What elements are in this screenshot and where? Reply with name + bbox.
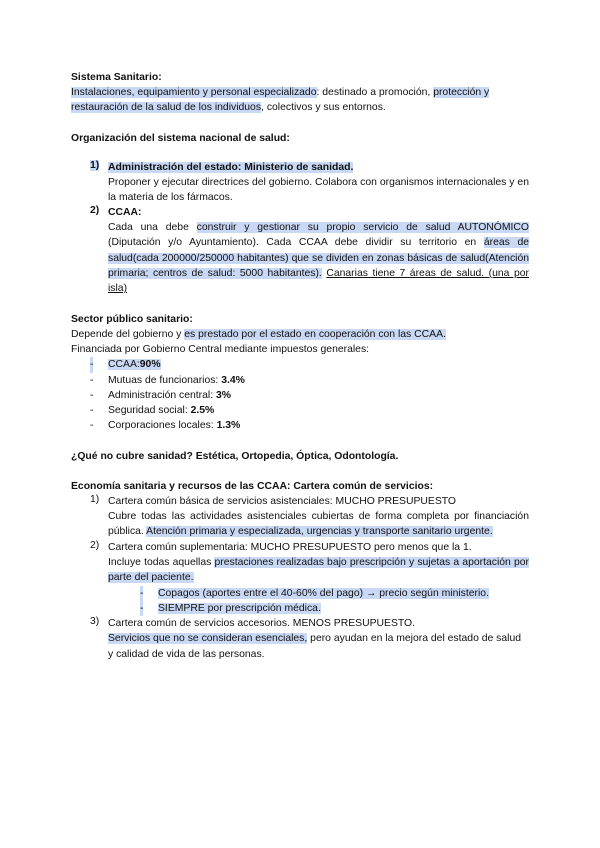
item-title: CCAA: — [108, 207, 142, 219]
item-title: Administración del estado: Ministerio de sanidad. — [108, 161, 354, 173]
item-number: 1) — [90, 159, 100, 171]
highlight-text: Instalaciones, equipamiento y personal especializado — [71, 87, 317, 98]
highlight-text: construir y gestionar su propio servicio de salud AUTONÓMICO — [196, 222, 530, 234]
list-item: - CCAA:90% — [71, 357, 529, 372]
highlight-text: es prestado por el estado en cooperación con las CCAA. — [184, 328, 446, 340]
item-number: 1) — [90, 493, 100, 505]
sector-text-line-1: Depende del gobierno y es prestado por el estado en cooperación con las CCAA. — [71, 328, 446, 340]
item-number: 3) — [90, 616, 100, 628]
sector-text-line-2: Financiada por Gobierno Central mediante impuestos generales: — [71, 343, 370, 355]
numbered-item-cartera-1 — [71, 494, 529, 540]
section-title-sector-publico: Sector público sanitario: — [71, 313, 193, 325]
underlined-text: Canarias tiene 7 áreas de salud. (una por isla) — [108, 268, 529, 295]
item-text: Proponer y ejecutar directrices del gobierno. Colabora con organismos internacionales y en la materia de los fármacos. — [108, 176, 529, 203]
sub-list-item: - Copagos (aportes entre el 40-60% del pago) → precio según ministerio. — [71, 586, 529, 601]
highlight-text: Atención primaria y especializada, urgencias y transporte sanitario urgente. — [146, 526, 493, 538]
list-item: - Mutuas de funcionarios: 3.4% — [90, 374, 245, 386]
item-title: Cartera común de servicios accesorios. MENOS PRESUPUESTO. — [108, 618, 416, 630]
list-item: - Administración central: 3% — [90, 389, 232, 401]
highlight-text: prestaciones realizadas bajo prescripción y sujetas a aportación por parte del paciente. — [108, 556, 529, 584]
section-title-organizacion: Organización del sistema nacional de salud: — [71, 132, 290, 144]
item-title: Cartera común básica de servicios asistenciales: MUCHO PRESUPUESTO — [108, 495, 457, 507]
list-item: - Corporaciones locales: 1.3% — [90, 420, 241, 432]
item-title: Cartera común suplementaria: MUCHO PRESUPUESTO pero menos que la 1. — [108, 541, 472, 553]
section-title-no-cubre: ¿Qué no cubre sanidad? Estética, Ortopedia, Óptica, Odontología. — [71, 450, 399, 462]
list-item: - Seguridad social: 2.5% — [90, 405, 215, 417]
section-title-economia: Economía sanitaria y recursos de las CCAA: Cartera común de servicios: — [71, 480, 434, 492]
document-page — [71, 70, 529, 662]
numbered-item-1 — [71, 160, 529, 206]
section-title-sistema-sanitario: Sistema Sanitario: — [71, 72, 162, 83]
item-number: 2) — [90, 539, 100, 551]
item-text: Incluye todas aquellas prestaciones realizadas bajo prescripción y sujetas a aportación por parte del paciente. — [108, 556, 529, 584]
item-number: 2) — [90, 205, 100, 217]
highlight-text: protección y — [433, 87, 490, 98]
numbered-item-cartera-3 — [71, 616, 529, 662]
item-text: Cada una debe construir y gestionar su propio servicio de salud AUTONÓMICO (Diputación y/o Ayuntamiento). Cada CCAA debe dividir su territorio en áreas de salud(cada 200000/250000 habitantes) que se dividen en zonas básicas de salud(Atención primaria; centros de salud: 5000 habitantes). Canarias tiene 7 áreas de salud. (una por isla) — [108, 222, 530, 295]
numbered-item-2 — [71, 205, 529, 296]
sub-list-item: - SIEMPRE por prescripción médica. — [71, 601, 529, 616]
numbered-item-cartera-2 — [71, 540, 529, 586]
highlight-text: Servicios que no se consideran esenciales, — [108, 633, 308, 645]
section-text-sistema-sanitario: Instalaciones, equipamiento y personal especializado: destinado a promoción, protección y restauración de la salud de los individuos, colectivos y sus entornos. — [71, 87, 490, 114]
highlight-text: áreas de salud(cada 200000/250000 habitantes) que se dividen en zonas básicas de salud(Atención primaria; centros de salud: 5000 habitantes). — [108, 237, 530, 280]
item-text: Cubre todas las actividades asistenciales cubiertas de forma completa por financiación pública. Atención primaria y especializada, urgencias y transporte sanitario urgente. — [108, 511, 529, 538]
item-text: Servicios que no se consideran esenciales, pero ayudan en la mejora del estado de salud y calidad de vida de las personas. — [108, 633, 522, 660]
highlight-text: restauración de la salud de los individuos — [71, 102, 262, 114]
funding-list — [71, 357, 529, 433]
